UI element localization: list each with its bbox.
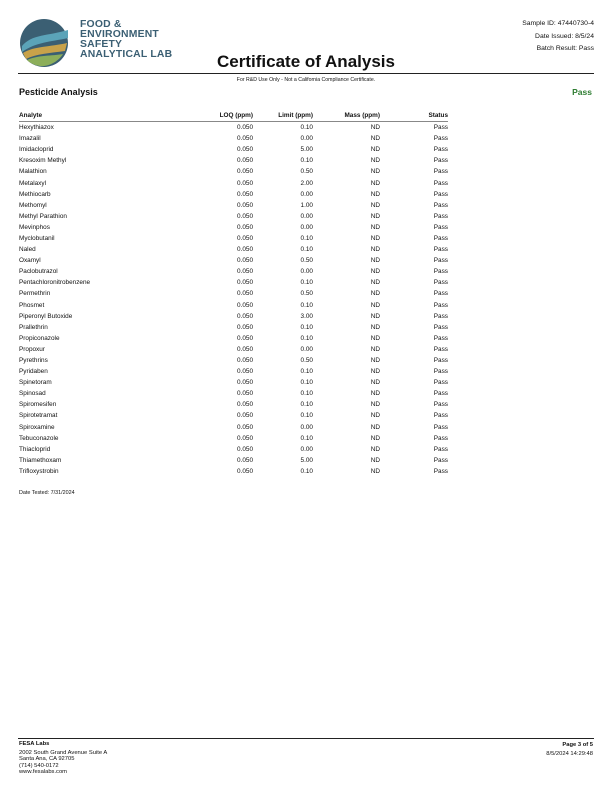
limit-value: 0.10: [300, 467, 313, 475]
mass-value: ND: [370, 124, 380, 132]
limit-value: 0.10: [300, 234, 313, 242]
table-row: [19, 355, 448, 366]
status-value: Pass: [433, 268, 448, 276]
loq-value: 0.050: [237, 201, 253, 209]
analyte-name: Imidacloprid: [19, 146, 54, 154]
status-value: Pass: [433, 445, 448, 453]
status-value: Pass: [433, 412, 448, 420]
status-value: Pass: [433, 146, 448, 154]
limit-value: 0.50: [300, 168, 313, 176]
mass-value: ND: [370, 390, 380, 398]
limit-value: 0.00: [300, 223, 313, 231]
table-row: [19, 277, 448, 288]
limit-value: 0.10: [300, 390, 313, 398]
mass-value: ND: [370, 412, 380, 420]
loq-value: 0.050: [237, 168, 253, 176]
loq-value: 0.050: [237, 412, 253, 420]
analyte-name: Mevinphos: [19, 223, 50, 231]
analyte-name: Pyrethrins: [19, 357, 48, 365]
limit-value: 0.10: [300, 323, 313, 331]
mass-value: ND: [370, 345, 380, 353]
table-row: [19, 177, 448, 188]
mass-value: ND: [370, 201, 380, 209]
logo-wordmark-line: ENVIRONMENT: [80, 29, 159, 40]
header-status: Status: [380, 110, 448, 122]
date-issued: Date Issued: 8/5/24: [535, 32, 594, 40]
analyte-name: Hexythiazox: [19, 124, 54, 132]
table-row: [19, 288, 448, 299]
table-row: [19, 344, 448, 355]
limit-value: 0.10: [300, 334, 313, 342]
loq-value: 0.050: [237, 434, 253, 442]
loq-value: 0.050: [237, 157, 253, 165]
limit-value: 0.00: [300, 423, 313, 431]
analyte-name: Spinosad: [19, 390, 46, 398]
loq-value: 0.050: [237, 146, 253, 154]
table-row: [19, 244, 448, 255]
table-row: [19, 166, 448, 177]
mass-value: ND: [370, 257, 380, 265]
loq-value: 0.050: [237, 423, 253, 431]
mass-value: ND: [370, 357, 380, 365]
table-row: [19, 333, 448, 344]
limit-value: 0.10: [300, 401, 313, 409]
table-row: [19, 433, 448, 444]
status-value: Pass: [433, 301, 448, 309]
mass-value: ND: [370, 467, 380, 475]
header-limit: Limit (ppm): [253, 110, 313, 122]
loq-value: 0.050: [237, 379, 253, 387]
status-value: Pass: [433, 368, 448, 376]
status-value: Pass: [433, 345, 448, 353]
limit-value: 0.00: [300, 445, 313, 453]
mass-value: ND: [370, 168, 380, 176]
loq-value: 0.050: [237, 257, 253, 265]
mass-value: ND: [370, 279, 380, 287]
mass-value: ND: [370, 234, 380, 242]
mass-value: ND: [370, 368, 380, 376]
analyte-name: Pentachloronitrobenzene: [19, 279, 91, 287]
mass-value: ND: [370, 157, 380, 165]
header-loq: LOQ (ppm): [209, 110, 253, 122]
mass-value: ND: [370, 334, 380, 342]
limit-value: 0.50: [300, 257, 313, 265]
limit-value: 0.10: [300, 368, 313, 376]
table-row: [19, 200, 448, 211]
limit-value: 0.10: [300, 434, 313, 442]
limit-value: 0.00: [300, 268, 313, 276]
analyte-name: Methyl Parathion: [19, 212, 67, 220]
status-value: Pass: [433, 223, 448, 231]
table-row: [19, 366, 448, 377]
mass-value: ND: [370, 445, 380, 453]
limit-value: 0.00: [300, 212, 313, 220]
mass-value: ND: [370, 135, 380, 143]
loq-value: 0.050: [237, 190, 253, 198]
table-row: [19, 322, 448, 333]
analyte-name: Tebuconazole: [19, 434, 59, 442]
status-value: Pass: [433, 157, 448, 165]
table-row: [19, 233, 448, 244]
mass-value: ND: [370, 423, 380, 431]
limit-value: 2.00: [300, 179, 313, 187]
loq-value: 0.050: [237, 312, 253, 320]
results-table: [19, 110, 448, 477]
limit-value: 5.00: [300, 456, 313, 464]
table-row: [19, 189, 448, 200]
limit-value: 0.50: [300, 357, 313, 365]
analyte-name: Oxamyl: [19, 257, 41, 265]
status-value: Pass: [433, 124, 448, 132]
analyte-name: Phosmet: [19, 301, 45, 309]
limit-value: 5.00: [300, 146, 313, 154]
logo-wordmark-line: ANALYTICAL LAB: [80, 49, 173, 60]
mass-value: ND: [370, 146, 380, 154]
mass-value: ND: [370, 456, 380, 464]
limit-value: 0.00: [300, 190, 313, 198]
status-value: Pass: [433, 190, 448, 198]
sample-id: Sample ID: 47440730-4: [522, 20, 594, 27]
table-row: [19, 211, 448, 222]
status-value: Pass: [433, 401, 448, 409]
logo-wordmark-line: SAFETY: [80, 39, 123, 50]
page-title: Certificate of Analysis: [217, 52, 395, 71]
loq-value: 0.050: [237, 323, 253, 331]
header-analyte: Analyte: [19, 110, 209, 122]
analyte-name: Methomyl: [19, 201, 47, 209]
limit-value: 3.00: [300, 312, 313, 320]
loq-value: 0.050: [237, 234, 253, 242]
page-number: Page 3 of 5: [562, 742, 593, 748]
status-value: Pass: [433, 390, 448, 398]
status-value: Pass: [433, 290, 448, 298]
analyte-name: Thiamethoxam: [19, 456, 62, 464]
loq-value: 0.050: [237, 179, 253, 187]
status-value: Pass: [433, 323, 448, 331]
status-value: Pass: [433, 257, 448, 265]
results-table-body: [19, 122, 448, 478]
loq-value: 0.050: [237, 456, 253, 464]
status-value: Pass: [433, 246, 448, 254]
section-title: Pesticide Analysis: [19, 87, 98, 97]
loq-value: 0.050: [237, 445, 253, 453]
limit-value: 0.10: [300, 157, 313, 165]
footer-phone: (714) 540-0172: [19, 762, 59, 769]
analyte-name: Piperonyl Butoxide: [19, 312, 73, 320]
analyte-name: Spiromesifen: [19, 401, 57, 409]
table-row: [19, 399, 448, 410]
analyte-name: Pyridaben: [19, 368, 48, 376]
loq-value: 0.050: [237, 390, 253, 398]
loq-value: 0.050: [237, 268, 253, 276]
footer-address-line: Santa Ana, CA 92705: [19, 756, 75, 762]
table-header-row: [19, 110, 448, 122]
analyte-name: Imazalil: [19, 135, 41, 143]
mass-value: ND: [370, 401, 380, 409]
table-row: [19, 155, 448, 166]
table-row: [19, 422, 448, 433]
mass-value: ND: [370, 290, 380, 298]
loq-value: 0.050: [237, 334, 253, 342]
limit-value: 1.00: [300, 201, 313, 209]
mass-value: ND: [370, 179, 380, 187]
status-value: Pass: [433, 279, 448, 287]
loq-value: 0.050: [237, 357, 253, 365]
mass-value: ND: [370, 223, 380, 231]
table-row: [19, 133, 448, 144]
mass-value: ND: [370, 323, 380, 331]
status-value: Pass: [433, 334, 448, 342]
status-value: Pass: [433, 434, 448, 442]
table-row: [19, 410, 448, 421]
table-row: [19, 388, 448, 399]
table-row: [19, 266, 448, 277]
analyte-name: Spinetoram: [19, 379, 52, 387]
status-value: Pass: [433, 312, 448, 320]
loq-value: 0.050: [237, 124, 253, 132]
table-row: [19, 144, 448, 155]
analyte-name: Metalaxyl: [19, 179, 46, 187]
status-value: Pass: [433, 467, 448, 475]
table-row: [19, 255, 448, 266]
status-value: Pass: [433, 212, 448, 220]
table-row: [19, 377, 448, 388]
batch-result: Batch Result: Pass: [536, 45, 594, 52]
limit-value: 0.10: [300, 379, 313, 387]
mass-value: ND: [370, 212, 380, 220]
footer-lab-info: [19, 741, 107, 776]
loq-value: 0.050: [237, 246, 253, 254]
analyte-name: Spiroxamine: [19, 423, 55, 431]
logo-wordmark-line: FOOD &: [80, 19, 122, 30]
section-result-badge: Pass: [572, 87, 592, 97]
footer-lab-name: FESA Labs: [19, 741, 50, 747]
status-value: Pass: [433, 423, 448, 431]
footer-website: www.fesalabs.com: [19, 769, 68, 775]
analyte-name: Trifloxystrobin: [19, 467, 59, 475]
loq-value: 0.050: [237, 279, 253, 287]
status-value: Pass: [433, 379, 448, 387]
analyte-name: Propoxur: [19, 345, 45, 353]
analyte-name: Thiacloprid: [19, 445, 51, 453]
generated-timestamp: 8/5/2024 14:29:48: [546, 751, 593, 757]
limit-value: 0.00: [300, 345, 313, 353]
footer-page-info: [546, 741, 593, 759]
limit-value: 0.50: [300, 290, 313, 298]
header-divider: [18, 73, 594, 74]
loq-value: 0.050: [237, 345, 253, 353]
analyte-name: Permethrin: [19, 290, 51, 298]
table-row: [19, 222, 448, 233]
status-value: Pass: [433, 201, 448, 209]
analyte-name: Malathion: [19, 168, 47, 176]
loq-value: 0.050: [237, 467, 253, 475]
table-row: [19, 122, 448, 134]
analyte-name: Prallethrin: [19, 323, 48, 331]
status-value: Pass: [433, 168, 448, 176]
loq-value: 0.050: [237, 223, 253, 231]
analyte-name: Propiconazole: [19, 334, 60, 342]
status-value: Pass: [433, 456, 448, 464]
limit-value: 0.10: [300, 124, 313, 132]
status-value: Pass: [433, 135, 448, 143]
table-row: [19, 300, 448, 311]
limit-value: 0.10: [300, 246, 313, 254]
status-value: Pass: [433, 234, 448, 242]
limit-value: 0.10: [300, 301, 313, 309]
footer-divider: [18, 738, 594, 739]
mass-value: ND: [370, 268, 380, 276]
mass-value: ND: [370, 301, 380, 309]
disclaimer: For R&D Use Only - Not a California Compliance Certificate.: [236, 77, 376, 83]
limit-value: 0.00: [300, 135, 313, 143]
loq-value: 0.050: [237, 290, 253, 298]
limit-value: 0.10: [300, 412, 313, 420]
table-row: [19, 455, 448, 466]
mass-value: ND: [370, 434, 380, 442]
table-row: [19, 444, 448, 455]
analyte-name: Spirotetramat: [19, 412, 58, 420]
analyte-name: Naled: [19, 246, 36, 254]
table-row: [19, 466, 448, 477]
analyte-name: Kresoxim Methyl: [19, 157, 67, 165]
status-value: Pass: [433, 357, 448, 365]
status-value: Pass: [433, 179, 448, 187]
mass-value: ND: [370, 379, 380, 387]
analyte-name: Paclobutrazol: [19, 268, 58, 276]
sample-meta: [522, 18, 594, 56]
mass-value: ND: [370, 190, 380, 198]
loq-value: 0.050: [237, 401, 253, 409]
loq-value: 0.050: [237, 368, 253, 376]
analyte-name: Myclobutanil: [19, 234, 55, 242]
footer-address-line: 2002 South Grand Avenue Suite A: [19, 749, 108, 756]
header-mass: Mass (ppm): [313, 110, 380, 122]
date-tested: Date Tested: 7/31/2024: [19, 490, 75, 496]
analyte-name: Methiocarb: [19, 190, 51, 198]
mass-value: ND: [370, 246, 380, 254]
mass-value: ND: [370, 312, 380, 320]
limit-value: 0.10: [300, 279, 313, 287]
table-row: [19, 311, 448, 322]
loq-value: 0.050: [237, 212, 253, 220]
loq-value: 0.050: [237, 135, 253, 143]
loq-value: 0.050: [237, 301, 253, 309]
